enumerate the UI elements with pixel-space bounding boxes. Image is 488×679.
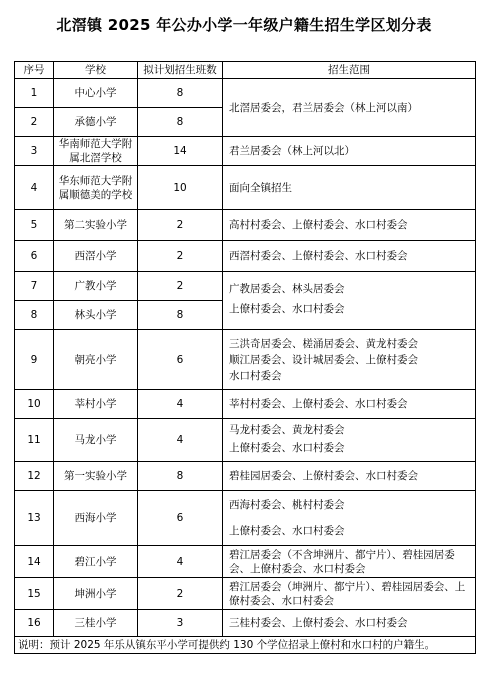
table-header-row <box>15 62 476 79</box>
table-row <box>15 610 476 637</box>
row-school: 马龙小学 <box>54 419 138 462</box>
range-line: 西海村委会、桃村村委会 <box>229 499 345 511</box>
row-classes: 2 <box>138 272 223 301</box>
row-range: 面向全镇招生 <box>223 166 476 210</box>
table-row <box>15 491 476 546</box>
row-school: 朝亮小学 <box>54 330 138 390</box>
row-range <box>223 330 476 390</box>
table-row <box>15 79 476 108</box>
row-classes: 14 <box>138 137 223 166</box>
row-range: 碧江居委会（不含坤洲片、都宁片）、碧桂园居委会、上僚村委会、水口村委会 <box>223 546 476 578</box>
row-range: 西滘村委会、上僚村委会、水口村委会 <box>223 241 476 272</box>
row-range: 碧桂园居委会、上僚村委会、水口村委会 <box>223 462 476 491</box>
row-school: 碧江小学 <box>54 546 138 578</box>
row-no: 13 <box>15 491 54 546</box>
row-range: 莘村村委会、上僚村委会、水口村委会 <box>223 390 476 419</box>
row-classes: 10 <box>138 166 223 210</box>
row-classes: 8 <box>138 301 223 330</box>
table-row <box>15 210 476 241</box>
row-range: 碧江居委会（坤洲片、都宁片）、碧桂园居委会、上僚村委会、水口村委会 <box>223 578 476 610</box>
row-no: 16 <box>15 610 54 637</box>
row-range <box>223 419 476 462</box>
range-line: 水口村委会 <box>229 369 282 382</box>
row-range <box>223 272 476 330</box>
row-no: 15 <box>15 578 54 610</box>
row-school: 华东师范大学附属顺德美的学校 <box>54 166 138 210</box>
row-school: 坤洲小学 <box>54 578 138 610</box>
row-school: 华南师范大学附属北滘学校 <box>54 137 138 166</box>
table-row <box>15 419 476 462</box>
row-classes: 8 <box>138 108 223 137</box>
range-line: 三洪奇居委会、槎涌居委会、黄龙村委会 <box>229 337 418 350</box>
row-classes: 6 <box>138 330 223 390</box>
table-row <box>15 272 476 301</box>
row-classes: 2 <box>138 578 223 610</box>
row-classes: 3 <box>138 610 223 637</box>
row-range: 高村村委会、上僚村委会、水口村委会 <box>223 210 476 241</box>
table-row <box>15 330 476 390</box>
table-note: 说明：预计 2025 年乐从镇东平小学可提供约 130 个学位招录上僚村和水口村的户籍生。 <box>15 637 476 654</box>
row-classes: 8 <box>138 462 223 491</box>
range-line: 广教居委会、林头居委会 <box>229 282 345 295</box>
row-range: 君兰居委会（林上河以北） <box>223 137 476 166</box>
row-classes: 2 <box>138 241 223 272</box>
row-classes: 4 <box>138 546 223 578</box>
row-classes: 6 <box>138 491 223 546</box>
header-classes: 拟计划招生班数 <box>138 62 223 79</box>
row-school: 第一实验小学 <box>54 462 138 491</box>
row-school: 第二实验小学 <box>54 210 138 241</box>
table-row <box>15 462 476 491</box>
table-row <box>15 166 476 210</box>
row-range <box>223 491 476 546</box>
row-classes: 4 <box>138 390 223 419</box>
row-no: 1 <box>15 79 54 108</box>
header-no: 序号 <box>15 62 54 79</box>
row-no: 10 <box>15 390 54 419</box>
row-no: 6 <box>15 241 54 272</box>
header-range: 招生范围 <box>223 62 476 79</box>
table-row <box>15 241 476 272</box>
row-school: 三桂小学 <box>54 610 138 637</box>
row-school: 广教小学 <box>54 272 138 301</box>
table-note-row <box>15 637 476 654</box>
row-classes: 4 <box>138 419 223 462</box>
page-title: 北滘镇 2025 年公办小学一年级户籍生招生学区划分表 <box>56 16 432 34</box>
row-range: 三桂村委会、上僚村委会、水口村委会 <box>223 610 476 637</box>
row-no: 11 <box>15 419 54 462</box>
table-row <box>15 578 476 610</box>
row-no: 2 <box>15 108 54 137</box>
row-classes: 2 <box>138 210 223 241</box>
table-row <box>15 546 476 578</box>
row-no: 4 <box>15 166 54 210</box>
row-school: 西海小学 <box>54 491 138 546</box>
row-no: 8 <box>15 301 54 330</box>
row-no: 14 <box>15 546 54 578</box>
row-school: 莘村小学 <box>54 390 138 419</box>
row-school: 西滘小学 <box>54 241 138 272</box>
row-range: 北滘居委会，君兰居委会（林上河以南） <box>223 79 476 137</box>
enrollment-table <box>14 61 476 654</box>
row-no: 9 <box>15 330 54 390</box>
row-school: 承德小学 <box>54 108 138 137</box>
table-row <box>15 137 476 166</box>
header-school: 学校 <box>54 62 138 79</box>
range-line: 上僚村委会、水口村委会 <box>229 525 345 537</box>
table-row <box>15 390 476 419</box>
range-line: 上僚村委会、水口村委会 <box>229 442 345 454</box>
row-no: 3 <box>15 137 54 166</box>
row-no: 7 <box>15 272 54 301</box>
row-no: 12 <box>15 462 54 491</box>
row-no: 5 <box>15 210 54 241</box>
row-school: 中心小学 <box>54 79 138 108</box>
row-classes: 8 <box>138 79 223 108</box>
range-line: 顺江居委会、设计城居委会、上僚村委会 <box>229 353 418 366</box>
range-line: 上僚村委会、水口村委会 <box>229 302 345 315</box>
row-school: 林头小学 <box>54 301 138 330</box>
range-line: 马龙村委会、黄龙村委会 <box>229 424 345 436</box>
